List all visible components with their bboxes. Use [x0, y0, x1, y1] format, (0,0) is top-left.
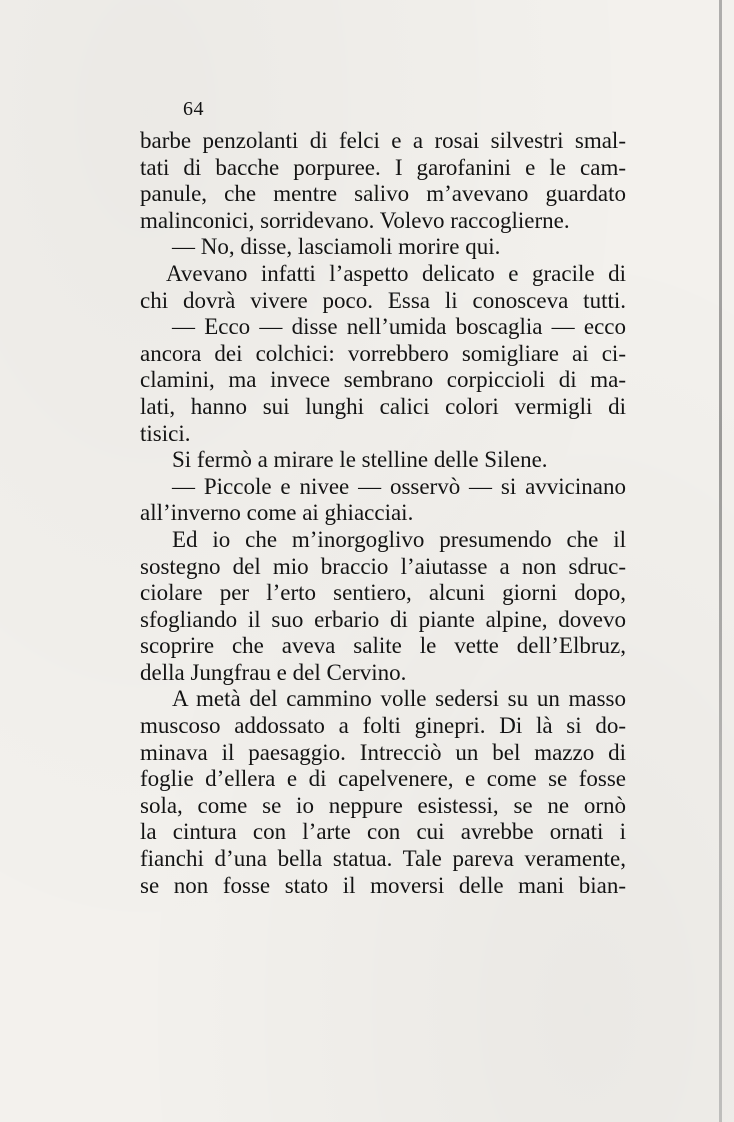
text-line: minava il paesaggio. Intrecciò un bel mazzo di: [140, 739, 626, 765]
text-line: sostegno del mio braccio l’aiutasse a non sdruc-: [140, 553, 626, 579]
text-line: la cintura con l’arte con cui avrebbe ornati i: [140, 819, 626, 845]
text-line: tisici.: [140, 420, 191, 446]
text-line: panule, che mentre salivo m’avevano guardato: [140, 181, 626, 207]
text-line: — Ecco — disse nell’umida boscaglia — ecco: [172, 314, 626, 340]
text-line: Si fermò a mirare le stelline delle Silene.: [172, 447, 548, 473]
text-line: sola, come se io neppure esistessi, se ne ornò: [140, 792, 626, 818]
text-line: foglie d’ellera e di capelvenere, e come se fosse: [140, 766, 626, 792]
text-line: ancora dei colchici: vorrebbero somigliare ai ci-: [140, 340, 626, 366]
text-line: Ed io che m’inorgoglivo presumendo che il: [172, 526, 626, 552]
text-line: — Piccole e nivee — osservò — si avvicinano: [172, 473, 626, 499]
text-line: clamini, ma invece sembrano corpiccioli di ma-: [140, 367, 626, 393]
text-line: malinconici, sorridevano. Volevo raccoglierne.: [140, 207, 570, 233]
text-line: se non fosse stato il moversi delle mani bian-: [140, 872, 626, 898]
text-line: ciolare per l’erto sentiero, alcuni giorni dopo,: [140, 580, 626, 606]
text-line: A metà del cammino volle sedersi su un masso: [172, 686, 626, 712]
text-line: tati di bacche porpuree. I garofanini e le cam-: [140, 154, 626, 180]
text-line: della Jungfrau e del Cervino.: [140, 659, 407, 685]
text-line: scoprire che aveva salite le vette dell’Elbruz,: [140, 633, 626, 659]
text-line: Avevano infatti l’aspetto delicato e gracile di: [166, 260, 626, 286]
page-number: 64: [183, 98, 204, 120]
text-line: barbe penzolanti di felci e a rosai silvestri smal-: [140, 128, 626, 153]
text-line: sfogliando il suo erbario di piante alpine, dovevo: [140, 606, 626, 632]
page-edge-shadow: [719, 0, 722, 1122]
text-line: — No, disse, lasciamoli morire qui.: [172, 234, 501, 260]
text-line: lati, hanno sui lunghi calici colori vermigli di: [140, 393, 626, 419]
text-line: chi dovrà vivere poco. Essa li conosceva tutti.: [140, 287, 626, 313]
text-line: all’inverno come ai ghiacciai.: [140, 500, 414, 526]
body-text: [140, 128, 626, 899]
text-line: fianchi d’una bella statua. Tale pareva veramente,: [140, 846, 626, 872]
text-line: muscoso addossato a folti ginepri. Di là si do-: [140, 713, 626, 739]
